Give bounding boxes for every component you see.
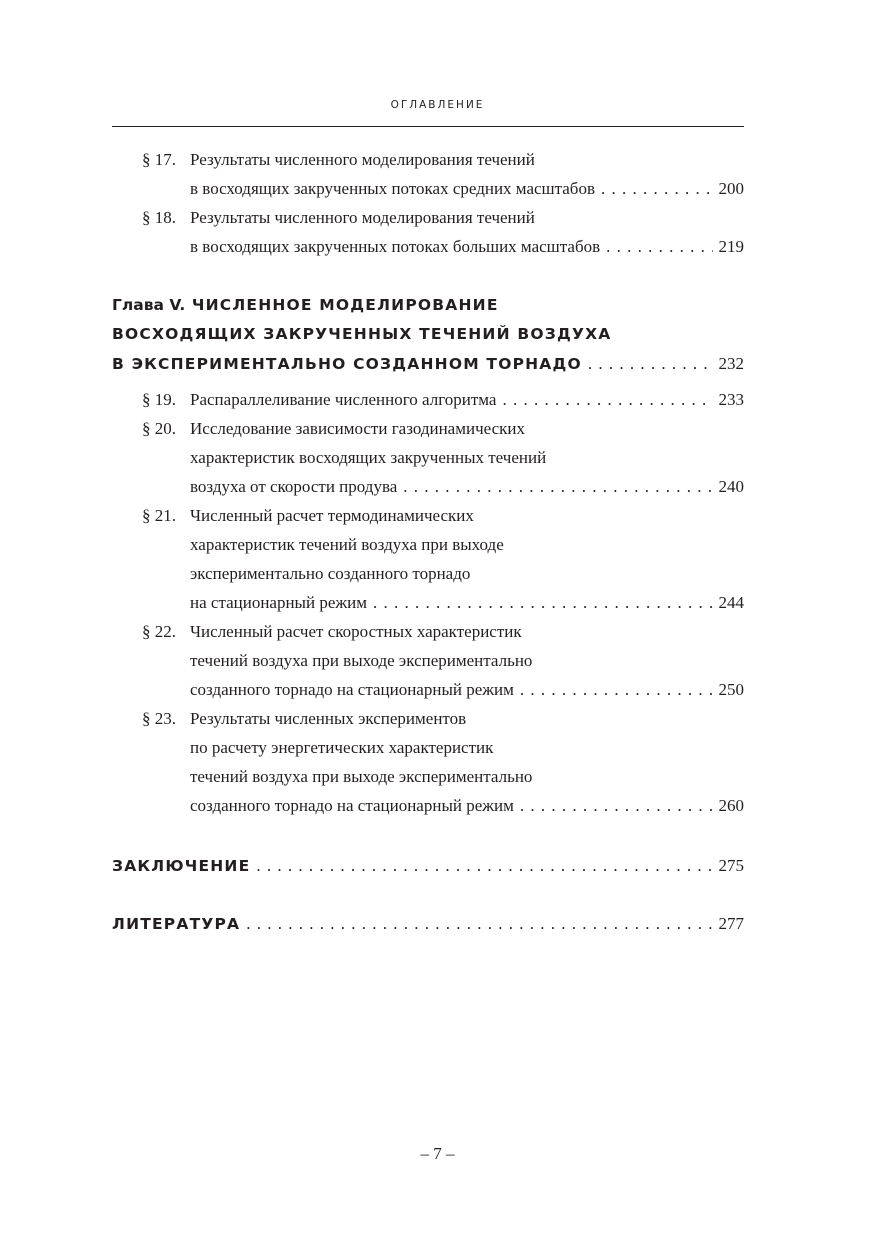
dot-leader: [606, 237, 712, 257]
toc-conclusion: [112, 856, 744, 885]
chapter-5-page: 232: [718, 354, 744, 373]
dot-leader: [601, 179, 713, 199]
toc-entry-22-number: § 22.: [142, 622, 176, 641]
toc-entry-18-line-2: [190, 237, 744, 266]
dot-leader: [502, 390, 712, 410]
toc-entry-23-line-4: [190, 796, 744, 825]
toc-entry-18-title-2: в восходящих закрученных потоках больших масштабов: [190, 237, 601, 256]
dot-leader: [403, 477, 712, 497]
toc-entry-21-number: § 21.: [142, 506, 176, 525]
toc-entry-18-number: § 18.: [142, 208, 176, 227]
chapter-5-line-3: [112, 354, 744, 383]
toc-entry-18-title-1: Результаты численного моделирования течений: [190, 208, 535, 227]
toc-entry-20-line-2: [190, 448, 744, 477]
toc-entry-22-title-1: Численный расчет скоростных характеристик: [190, 622, 522, 641]
toc-entry-22-line-1: [142, 622, 744, 651]
toc-entry-21-page: 244: [718, 593, 744, 612]
toc-entry-22-title-3: созданного торнадо на стационарный режим: [190, 680, 514, 699]
toc-entry-21-title-3: экспериментально созданного торнадо: [190, 564, 471, 583]
toc-entry-20-line-3: [190, 477, 744, 506]
toc-entry-20-page: 240: [718, 477, 744, 496]
toc-entry-22-line-2: [190, 651, 744, 680]
chapter-5-title-3: В ЭКСПЕРИМЕНТАЛЬНО СОЗДАННОМ ТОРНАДО: [112, 355, 582, 373]
toc-entry-23-title-3: течений воздуха при выходе экспериментально: [190, 767, 533, 786]
toc-entry-18-line-1: [142, 208, 744, 237]
toc-entry-18-page: 219: [718, 237, 744, 256]
toc-entry-19-page: 233: [718, 390, 744, 409]
toc-entry-17-line-1: [142, 150, 744, 179]
toc-entry-23-line-3: [190, 767, 744, 796]
toc-entry-17-number: § 17.: [142, 150, 176, 169]
toc-entry-23-title-4: созданного торнадо на стационарный режим: [190, 796, 514, 815]
toc-entry-21-title-2: характеристик течений воздуха при выходе: [190, 535, 504, 554]
toc-entry-17-title-2: в восходящих закрученных потоках средних масштабов: [190, 179, 595, 198]
dot-leader: [256, 856, 712, 876]
chapter-5-line-1: [112, 296, 744, 325]
header-rule: [112, 126, 744, 127]
toc-literature: [112, 914, 744, 943]
toc-literature-label: ЛИТЕРАТУРА: [112, 915, 241, 933]
chapter-5-title-1: ЧИСЛЕННОЕ МОДЕЛИРОВАНИЕ: [191, 296, 499, 314]
toc-entry-21-line-3: [190, 564, 744, 593]
toc-entry-23-page: 260: [718, 796, 744, 815]
toc-entry-23-number: § 23.: [142, 709, 176, 728]
toc-entry-17-page: 200: [718, 179, 744, 198]
dot-leader: [588, 354, 713, 374]
toc-entry-21-line-2: [190, 535, 744, 564]
toc-literature-page: 277: [718, 914, 744, 933]
toc-entry-20-title-3: воздуха от скорости продува: [190, 477, 398, 496]
toc-entry-20-line-1: [142, 419, 744, 448]
toc-entry-20-number: § 20.: [142, 419, 176, 438]
toc-entry-23-line-1: [142, 709, 744, 738]
running-header: ОГЛАВЛЕНИЕ: [390, 99, 485, 111]
dot-leader: [520, 796, 713, 816]
toc-entry-23-line-2: [190, 738, 744, 767]
toc-entry-22-page: 250: [718, 680, 744, 699]
toc-entry-22-line-3: [190, 680, 744, 709]
page-number: – 7 –: [420, 1144, 455, 1163]
toc-entry-21-title-4: на стационарный режим: [190, 593, 367, 612]
toc-entry-19-number: § 19.: [142, 390, 176, 409]
toc-entry-17-title-1: Результаты численного моделирования течений: [190, 150, 535, 169]
toc-entry-22-title-2: течений воздуха при выходе экспериментально: [190, 651, 533, 670]
toc-entry-20-title-1: Исследование зависимости газодинамических: [190, 419, 526, 438]
chapter-5-line-2: [112, 325, 744, 354]
toc-entry-20-title-2: характеристик восходящих закрученных течений: [190, 448, 547, 467]
chapter-5-label: Глава V.: [112, 296, 186, 314]
dot-leader: [373, 593, 713, 613]
toc-entry-23-title-1: Результаты численных экспериментов: [190, 709, 467, 728]
toc-conclusion-page: 275: [718, 856, 744, 875]
toc-entry-19-line-1: [142, 390, 744, 419]
toc-entry-19-title-1: Распараллеливание численного алгоритма: [190, 390, 497, 409]
chapter-5-title-2: ВОСХОДЯЩИХ ЗАКРУЧЕННЫХ ТЕЧЕНИЙ ВОЗДУХА: [112, 325, 612, 343]
toc-entry-17-line-2: [190, 179, 744, 208]
toc-entry-21-line-1: [142, 506, 744, 535]
dot-leader: [246, 914, 712, 934]
toc-conclusion-label: ЗАКЛЮЧЕНИЕ: [112, 857, 251, 875]
toc-entry-21-line-4: [190, 593, 744, 622]
toc-entry-23-title-2: по расчету энергетических характеристик: [190, 738, 494, 757]
toc-entry-21-title-1: Численный расчет термодинамических: [190, 506, 474, 525]
dot-leader: [520, 680, 713, 700]
